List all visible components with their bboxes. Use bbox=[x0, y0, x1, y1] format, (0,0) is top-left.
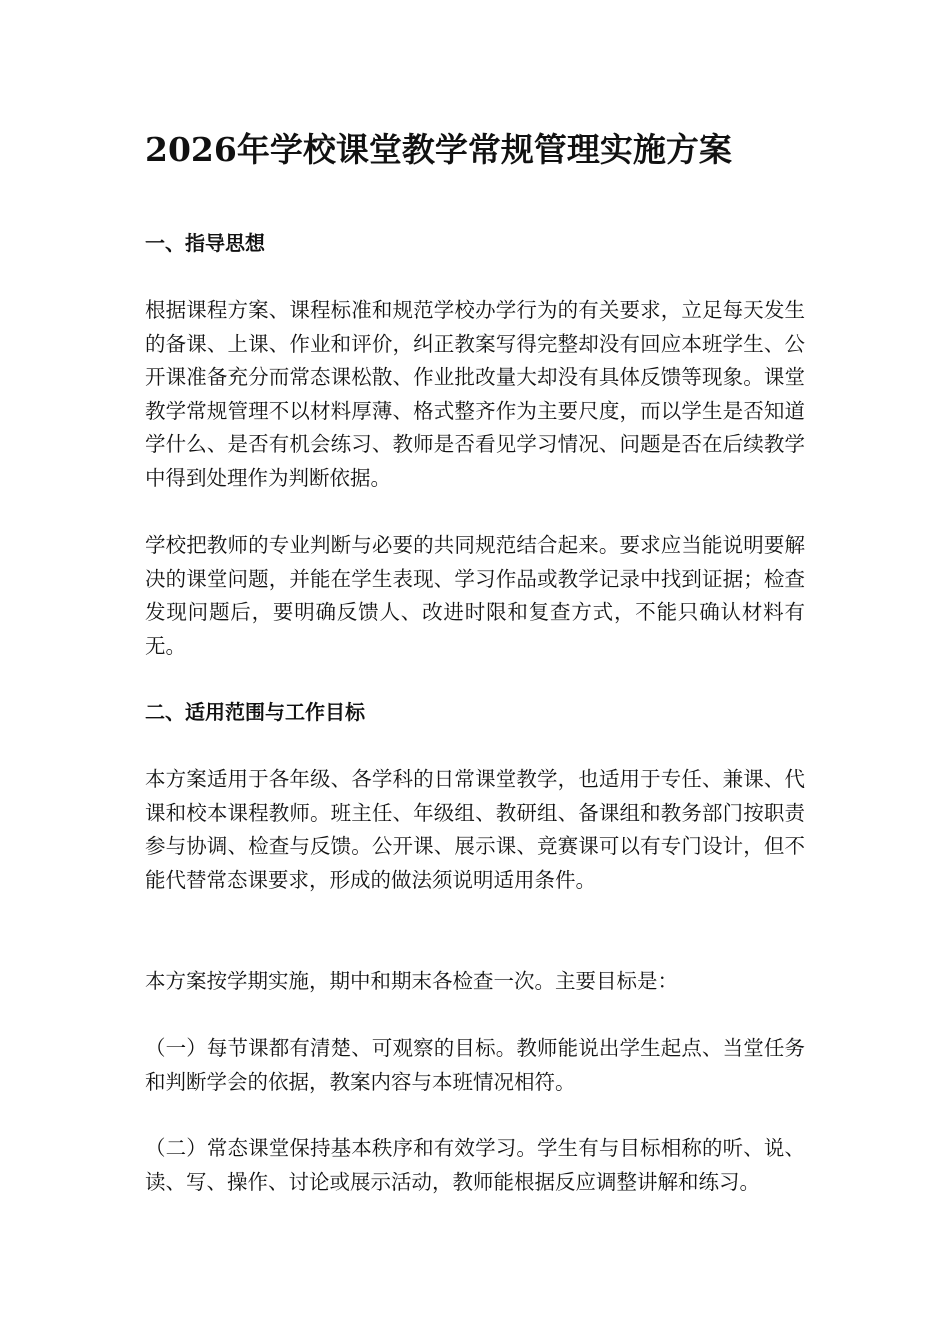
section-heading-scope-and-goals: 二、适用范围与工作目标 bbox=[145, 700, 365, 724]
section-heading-guiding-ideology: 一、指导思想 bbox=[145, 231, 265, 255]
paragraph-goal-1: （一）每节课都有清楚、可观察的目标。教师能说出学生起点、当堂任务和判断学会的依据，教案内容与本班情况相符。 bbox=[145, 1036, 805, 1094]
document-title: 2026年学校课堂教学常规管理实施方案 bbox=[145, 130, 732, 169]
paragraph-scope-1: 本方案适用于各年级、各学科的日常课堂教学，也适用于专任、兼课、代课和校本课程教师。班主任、年级组、教研组、备课组和教务部门按职责参与协调、检查与反馈。公开课、展示课、竞赛课可以有专门设计，但不能代替常态课要求，形成的做法须说明适用条件。 bbox=[145, 767, 805, 892]
paragraph-scope-2: 本方案按学期实施，期中和期末各检查一次。主要目标是： bbox=[145, 969, 678, 993]
paragraph-goal-2: （二）常态课堂保持基本秩序和有效学习。学生有与目标相称的听、说、读、写、操作、讨论或展示活动，教师能根据反应调整讲解和练习。 bbox=[145, 1136, 805, 1194]
paragraph-guiding-ideology-2: 学校把教师的专业判断与必要的共同规范结合起来。要求应当能说明要解决的课堂问题，并能在学生表现、学习作品或教学记录中找到证据；检查发现问题后，要明确反馈人、改进时限和复查方式，不能只确认材料有无。 bbox=[145, 533, 805, 658]
paragraph-guiding-ideology-1: 根据课程方案、课程标准和规范学校办学行为的有关要求，立足每天发生的备课、上课、作业和评价，纠正教案写得完整却没有回应本班学生、公开课准备充分而常态课松散、作业批改量大却没有具体反馈等现象。课堂教学常规管理不以材料厚薄、格式整齐作为主要尺度，而以学生是否知道学什么、是否有机会练习、教师是否看见学习情况、问题是否在后续教学中得到处理作为判断依据。 bbox=[145, 298, 805, 490]
